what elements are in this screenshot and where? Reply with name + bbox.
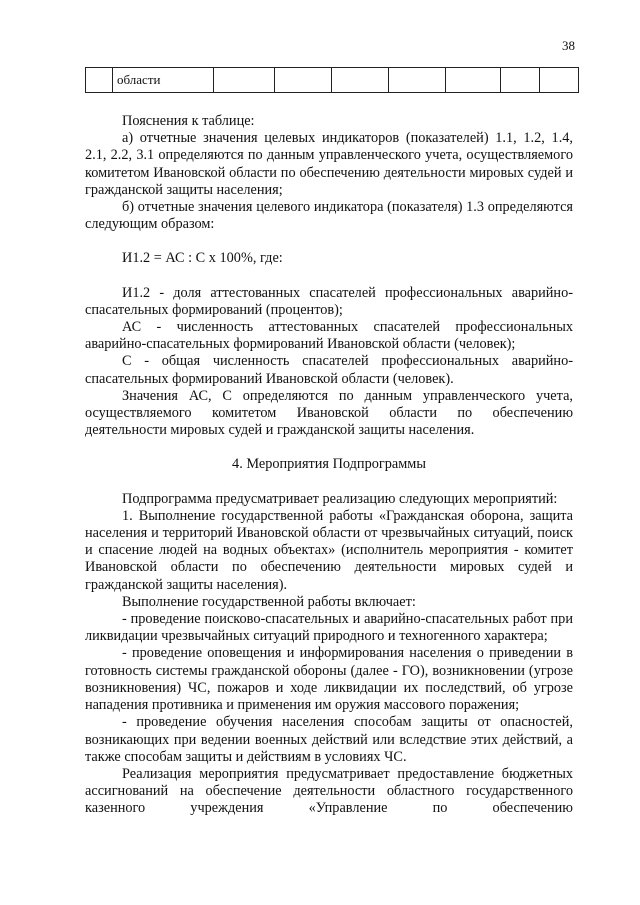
includes-line: Выполнение государственной работы включает: [122,593,416,610]
table-cell [501,68,540,93]
definition-ac: АС - численность аттестованных спасателей профессиональных аварийно-спасательных формирований Ивановской области (человек); [85,319,573,353]
definition-c: С - общая численность спасателей профессиональных аварийно-спасательных формирований Ивановской области (человек). [85,353,573,387]
table-cell [214,68,275,93]
explanations-heading: Пояснения к таблице: [122,113,255,129]
section-title: 4. Мероприятия Подпрограммы [232,456,426,473]
table-cell-label: области [113,68,214,93]
indicator-table-fragment [85,67,579,93]
table-cell [332,68,389,93]
table-cell [275,68,332,93]
table-row [86,68,579,93]
activity-item-1: 1. Выполнение государственной работы «Гражданская оборона, защита населения и территорий Ивановской области от чрезвычайных ситуаций, поиск и спасение людей на водных объектах» (исполнитель мероприятия - комитет Ивановской области по обеспечению деятельности мировых судей и гражданской защиты населения). [85,507,573,593]
bullet-item: - проведение оповещения и информирования населения о приведении в готовность системы гражданской обороны (далее - ГО), возникновении (угрозе возникновения) ЧС, пожаров и ходе ликвидации их последствий, об угрозе нападения противника и применения им оружия массового поражения; [85,645,573,714]
bullet-item: - проведение поисково-спасательных и аварийно-спасательных работ при ликвидации чрезвычайных ситуаций природного и техногенного характера; [85,611,573,645]
explanation-item-b: б) отчетные значения целевого индикатора (показателя) 1.3 определяются следующим образом: [85,199,573,233]
table-cell [446,68,501,93]
page-number: 38 [562,38,575,53]
section-intro: Подпрограмма предусматривает реализацию следующих мероприятий: [122,490,558,507]
document-body [85,113,573,818]
table-cell [86,68,113,93]
definition-i12: И1.2 - доля аттестованных спасателей профессиональных аварийно-спасательных формирований (процентов); [85,284,573,318]
formula: И1.2 = АС : С х 100%, где: [122,250,283,267]
table-cell [540,68,579,93]
realization-paragraph: Реализация мероприятия предусматривает предоставление бюджетных ассигнований на обеспечение деятельности областного государственного казенного учреждения «Управление по обеспечению [85,765,573,817]
values-note: Значения АС, С определяются по данным управленческого учета, осуществляемого комитетом Ивановской области по обеспечению деятельности мировых судей и гражданской защиты населения. [85,387,573,439]
explanation-item-a: а) отчетные значения целевых индикаторов (показателей) 1.1, 1.2, 1.4, 2.1, 2.2, 3.1 определяются по данным управленческого учета, осуществляемого комитетом Ивановской области по обеспечению деятельности мировых судей и гражданской защиты населения; [85,130,573,198]
table-cell [389,68,446,93]
bullet-item: - проведение обучения населения способам защиты от опасностей, возникающих при ведении военных действий или вследствие этих действий, а также способам защиты и действиям в условиях ЧС. [85,714,573,765]
